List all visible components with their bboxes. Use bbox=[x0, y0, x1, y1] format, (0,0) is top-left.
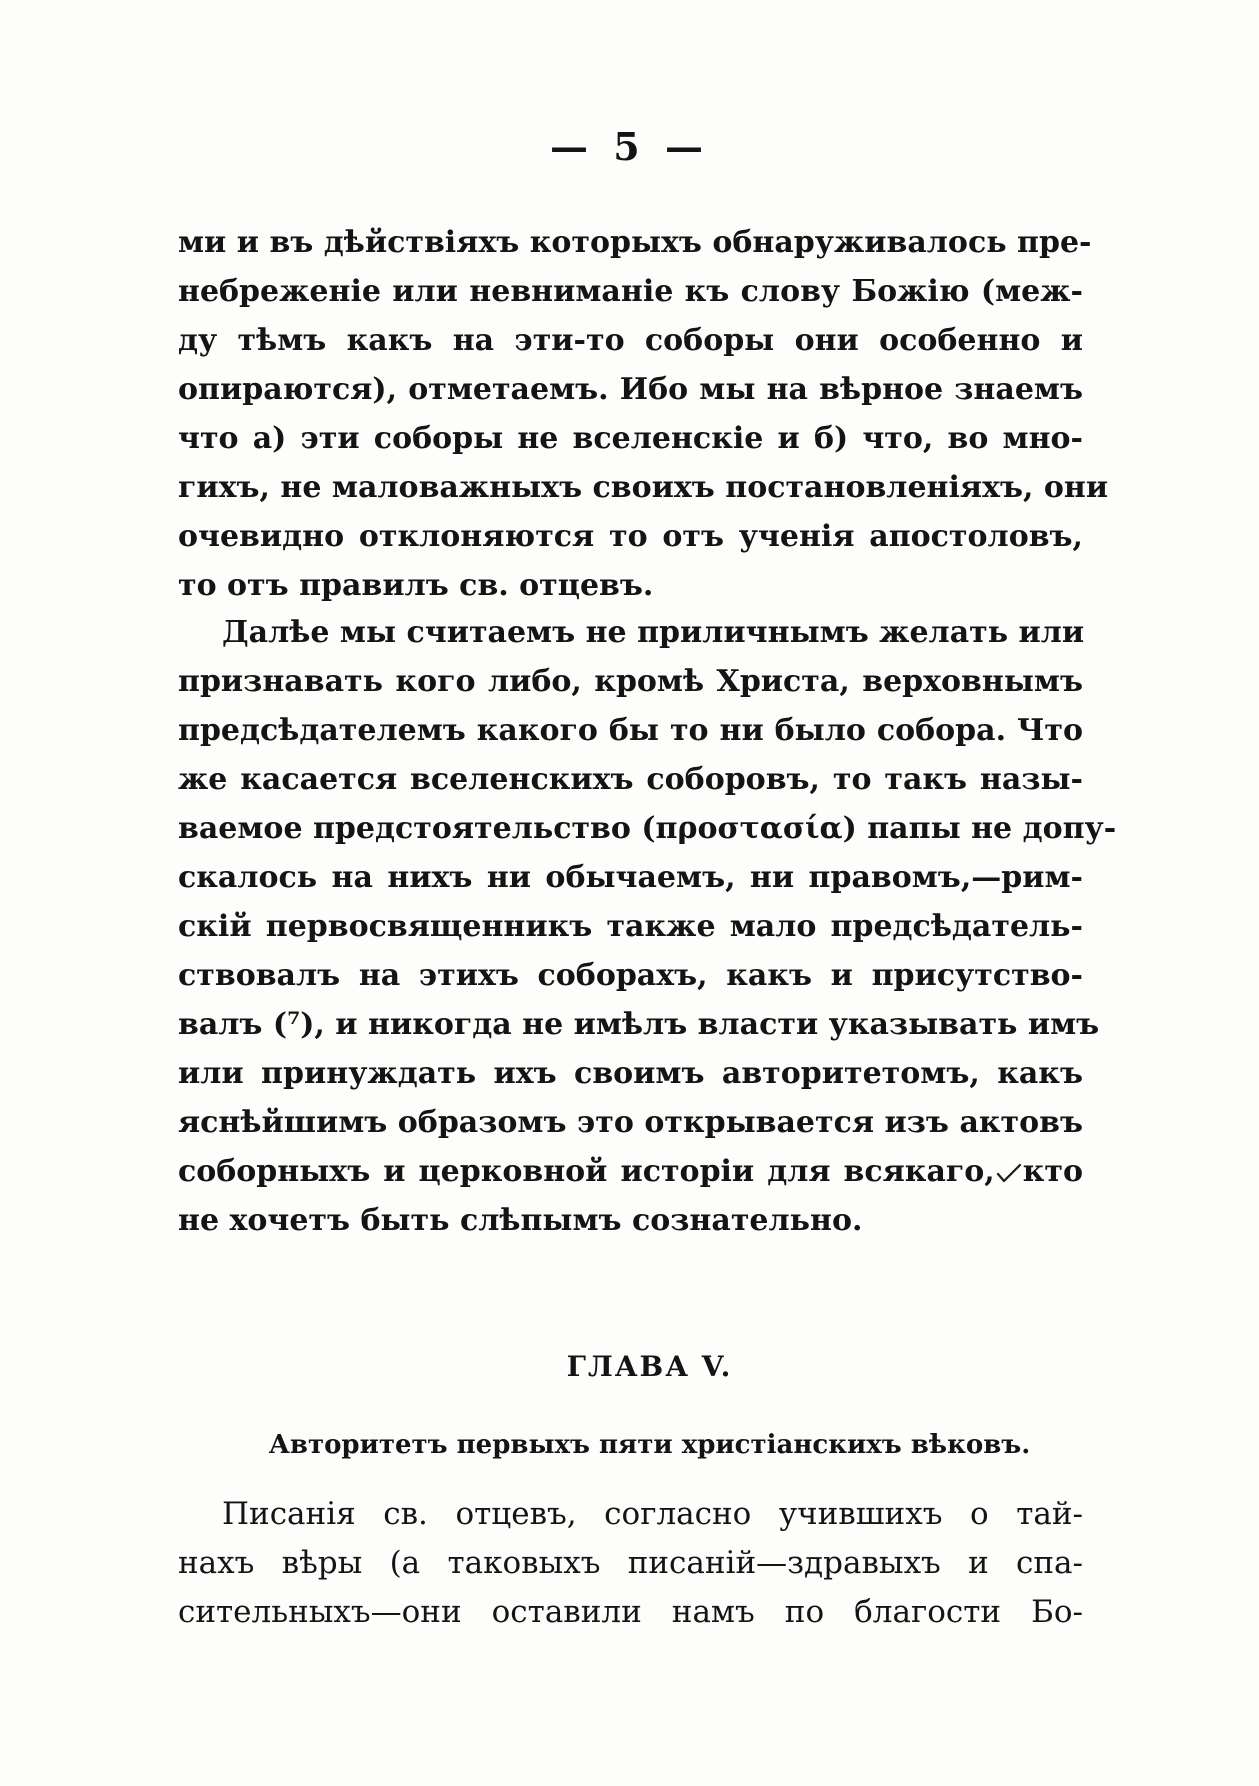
text-line: Писанія св. отцевъ, согласно учившихъ о тай- bbox=[222, 1496, 1083, 1532]
text-line: признавать кого либо, кромѣ Христа, верховнымъ bbox=[178, 664, 1083, 699]
text-segment: соборныхъ и церковной исторіи для всякаго, bbox=[178, 1154, 995, 1189]
text-line: скій первосвященникъ также мало предсѣдатель- bbox=[178, 909, 1083, 944]
text-line: то отъ правилъ св. отцевъ. bbox=[178, 568, 654, 603]
text-line: Далѣе мы считаемъ не приличнымъ желать или bbox=[222, 615, 1085, 650]
chapter-heading: ГЛАВА V. bbox=[566, 1350, 733, 1383]
text-line: ствовалъ на этихъ соборахъ, какъ и присутство- bbox=[178, 958, 1083, 993]
paragraph-3 bbox=[178, 1490, 1083, 1637]
text-line: нахъ вѣры (а таковыхъ писаній—здравыхъ и спа- bbox=[178, 1545, 1083, 1581]
text-line: небреженіе или невниманіе къ слову Божію (меж- bbox=[178, 274, 1083, 309]
paragraph-2 bbox=[178, 608, 1117, 1245]
text-line: очевидно отклоняются то отъ ученія апостоловъ, bbox=[178, 519, 1083, 554]
text-line: опираются), отметаемъ. Ибо мы на вѣрное знаемъ bbox=[178, 372, 1083, 407]
text-line: ми и въ дѣйствіяхъ которыхъ обнаруживалось пре- bbox=[178, 225, 1092, 260]
text-line-with-mark bbox=[178, 1147, 1083, 1196]
text-line: скалось на нихъ ни обычаемъ, ни правомъ,—рим- bbox=[178, 860, 1083, 895]
text-line: яснѣйшимъ образомъ это открывается изъ актовъ bbox=[178, 1105, 1083, 1140]
text-segment: кто bbox=[1022, 1154, 1083, 1189]
text-line: ваемое предстоятельство (προστασία) папы не допу- bbox=[178, 811, 1117, 846]
text-line: что а) эти соборы не вселенскіе и б) что, во мно- bbox=[178, 421, 1083, 456]
text-line: не хочетъ быть слѣпымъ сознательно. bbox=[178, 1203, 863, 1238]
text-line: же касается вселенскихъ соборовъ, то такъ назы- bbox=[178, 762, 1083, 797]
text-line: или принуждать ихъ своимъ авторитетомъ, какъ bbox=[178, 1056, 1083, 1091]
text-line: предсѣдателемъ какого бы то ни было собора. Что bbox=[178, 713, 1083, 748]
paragraph-1 bbox=[178, 218, 1109, 610]
text-line: гихъ, не маловажныхъ своихъ постановленіяхъ, они bbox=[178, 470, 1109, 505]
text-line: ду тѣмъ какъ на эти-то соборы они особенно и bbox=[178, 323, 1083, 358]
check-mark-icon bbox=[995, 1162, 1023, 1184]
text-line: валъ (⁷), и никогда не имѣлъ власти указывать имъ bbox=[178, 1007, 1100, 1042]
text-line: сительныхъ—они оставили намъ по благости Бо- bbox=[178, 1594, 1083, 1630]
chapter-subtitle: Авторитетъ первыхъ пяти христіанскихъ вѣковъ. bbox=[268, 1430, 1031, 1460]
page-number: — 5 — bbox=[550, 124, 709, 169]
